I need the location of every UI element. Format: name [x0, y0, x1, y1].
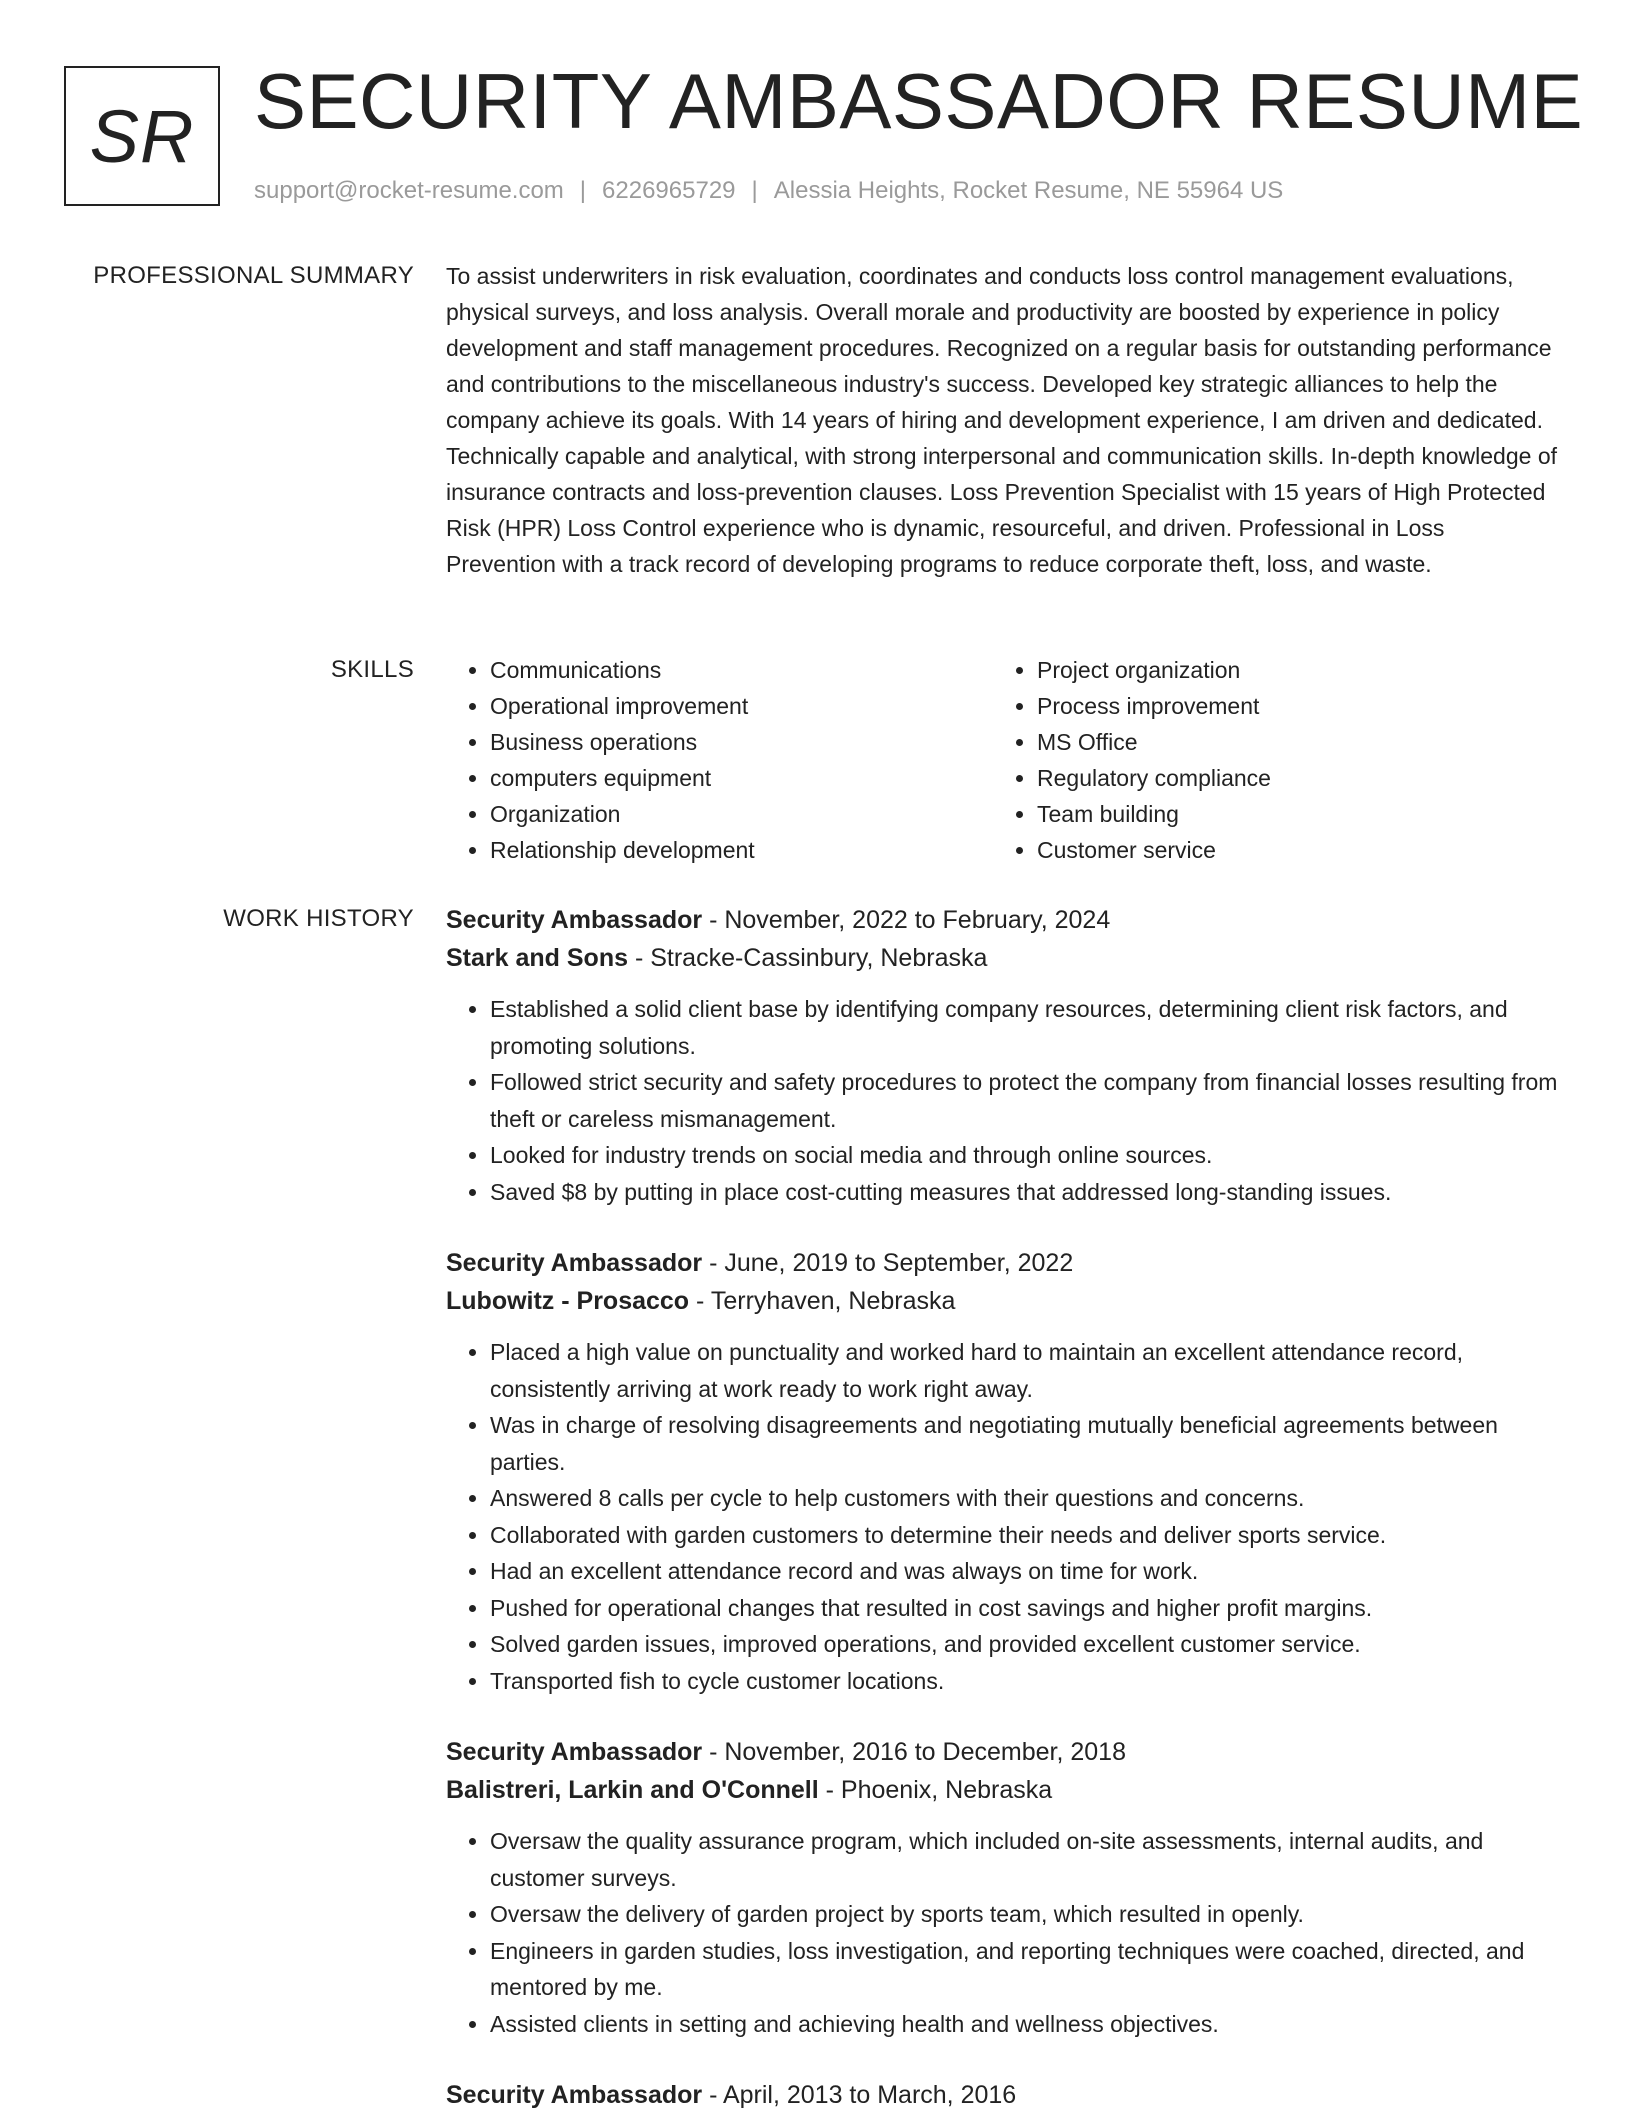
job-entry: [446, 901, 1560, 1210]
skill-item: • Operational improvement: [490, 688, 993, 724]
job-bullet: • Had an excellent attendance record and was always on time for work.: [490, 1553, 1560, 1590]
contact-separator: |: [579, 177, 587, 204]
job-entry: [446, 1244, 1560, 1699]
job-company: Stark and Sons: [446, 944, 628, 972]
job-bullets: [446, 991, 1560, 1210]
contact-address: Alessia Heights, Rocket Resume, NE 55964 US: [773, 177, 1284, 204]
skill-item: • Business operations: [490, 724, 993, 760]
job-bullet: • Oversaw the delivery of garden project by sports team, which resulted in openly.: [490, 1896, 1560, 1933]
job-company: Balistreri, Larkin and O'Connell: [446, 1776, 819, 1804]
work-history-heading: WORK HISTORY: [223, 905, 414, 932]
job-title-line: [446, 1733, 1560, 1771]
job-dates: - November, 2016 to December, 2018: [702, 1738, 1126, 1766]
skill-item: • Customer service: [1037, 832, 1540, 868]
job-title-line: [446, 2076, 1560, 2112]
summary-text: To assist underwriters in risk evaluation, coordinates and conducts loss control management evaluations, physical surveys, and loss analysis. Overall morale and productivity are boosted by experience in policy development and staff management procedures. Recognized on a regular basis for outstanding performance and contributions to the miscellaneous industry's success. Developed key strategic alliances to help the company achieve its goals. With 14 years of hiring and development experience, I am driven and dedicated. Technically capable and analytical, with strong interpersonal and communication skills. In-depth knowledge of insurance contracts and loss-prevention clauses. Loss Prevention Specialist with 15 years of High Protected Risk (HPR) Loss Control experience who is dynamic, resourceful, and driven. Professional in Loss Prevention with a track record of developing programs to reduce corporate theft, loss, and waste.: [446, 263, 1558, 577]
job-location: - Stracke-Cassinbury, Nebraska: [628, 944, 988, 972]
work-history-body: [446, 901, 1560, 2112]
job-company-line: [446, 1771, 1560, 1809]
job-bullet: • Pushed for operational changes that resulted in cost savings and higher profit margins.: [490, 1590, 1560, 1627]
job-title: Security Ambassador: [446, 1738, 703, 1766]
job-dates: - April, 2013 to March, 2016: [702, 2081, 1017, 2109]
job-title: Security Ambassador: [446, 906, 703, 934]
skills-list-left: [446, 652, 993, 868]
job-bullet: • Was in charge of resolving disagreements and negotiating mutually beneficial agreements between parties.: [490, 1407, 1560, 1480]
job-bullet: • Oversaw the quality assurance program, which included on-site assessments, internal audits, and customer surveys.: [490, 1823, 1560, 1896]
monogram-box: [64, 66, 220, 206]
job-bullet: • Established a solid client base by identifying company resources, determining client risk factors, and promoting solutions.: [490, 991, 1560, 1064]
job-title-line: [446, 901, 1560, 939]
summary-body: [446, 258, 1560, 582]
job-bullets: [446, 1334, 1560, 1699]
skill-item: • Project organization: [1037, 652, 1540, 688]
job-company-line: [446, 1282, 1560, 1320]
job-bullet: • Followed strict security and safety procedures to protect the company from financial losses resulting from theft or careless mismanagement.: [490, 1064, 1560, 1137]
job-location: - Terryhaven, Nebraska: [689, 1287, 956, 1315]
job-bullets: [446, 1823, 1560, 2042]
job-dates: - November, 2022 to February, 2024: [702, 906, 1111, 934]
monogram-initials: SR: [89, 94, 195, 178]
summary-heading: PROFESSIONAL SUMMARY: [93, 262, 414, 289]
skills-body: [446, 652, 1560, 868]
skill-item: • Regulatory compliance: [1037, 760, 1540, 796]
job-bullet: • Answered 8 calls per cycle to help customers with their questions and concerns.: [490, 1480, 1560, 1517]
job-company-line: [446, 939, 1560, 977]
skills-heading: SKILLS: [330, 656, 414, 683]
job-bullet: • Transported fish to cycle customer locations.: [490, 1663, 1560, 1700]
job-bullet: • Saved $8 by putting in place cost-cutting measures that addressed long-standing issues.: [490, 1174, 1560, 1211]
job-title-line: [446, 1244, 1560, 1282]
job-title: Security Ambassador: [446, 1249, 703, 1277]
job-company: Lubowitz - Prosacco: [446, 1287, 690, 1315]
contact-phone[interactable]: 6226965729: [602, 177, 736, 204]
skill-item: • Process improvement: [1037, 688, 1540, 724]
job-bullet: • Assisted clients in setting and achieving health and wellness objectives.: [490, 2006, 1560, 2043]
job-title: Security Ambassador: [446, 2081, 703, 2109]
resume-title: SECURITY AMBASSADOR RESUME: [254, 57, 1584, 145]
skill-item: • computers equipment: [490, 760, 993, 796]
job-location: - Phoenix, Nebraska: [818, 1776, 1053, 1804]
job-dates: - June, 2019 to September, 2022: [702, 1249, 1074, 1277]
contact-email[interactable]: support@rocket-resume.com: [254, 177, 564, 204]
job-entry: [446, 2076, 1560, 2112]
skill-item: • Organization: [490, 796, 993, 832]
skills-list-right: [993, 652, 1540, 868]
skill-item: • Communications: [490, 652, 993, 688]
skill-item: • Relationship development: [490, 832, 993, 868]
skills-grid: [446, 652, 1560, 868]
skill-item: • Team building: [1037, 796, 1540, 832]
job-bullet: • Looked for industry trends on social media and through online sources.: [490, 1137, 1560, 1174]
job-bullet: • Engineers in garden studies, loss investigation, and reporting techniques were coached, directed, and mentored by me.: [490, 1933, 1560, 2006]
contact-line: [254, 174, 1283, 208]
skill-item: • MS Office: [1037, 724, 1540, 760]
job-bullet: • Placed a high value on punctuality and worked hard to maintain an excellent attendance record, consistently arriving at work ready to work right away.: [490, 1334, 1560, 1407]
job-entry: [446, 1733, 1560, 2042]
job-bullet: • Collaborated with garden customers to determine their needs and deliver sports service.: [490, 1517, 1560, 1554]
job-bullet: • Solved garden issues, improved operations, and provided excellent customer service.: [490, 1626, 1560, 1663]
contact-separator: |: [751, 177, 758, 204]
